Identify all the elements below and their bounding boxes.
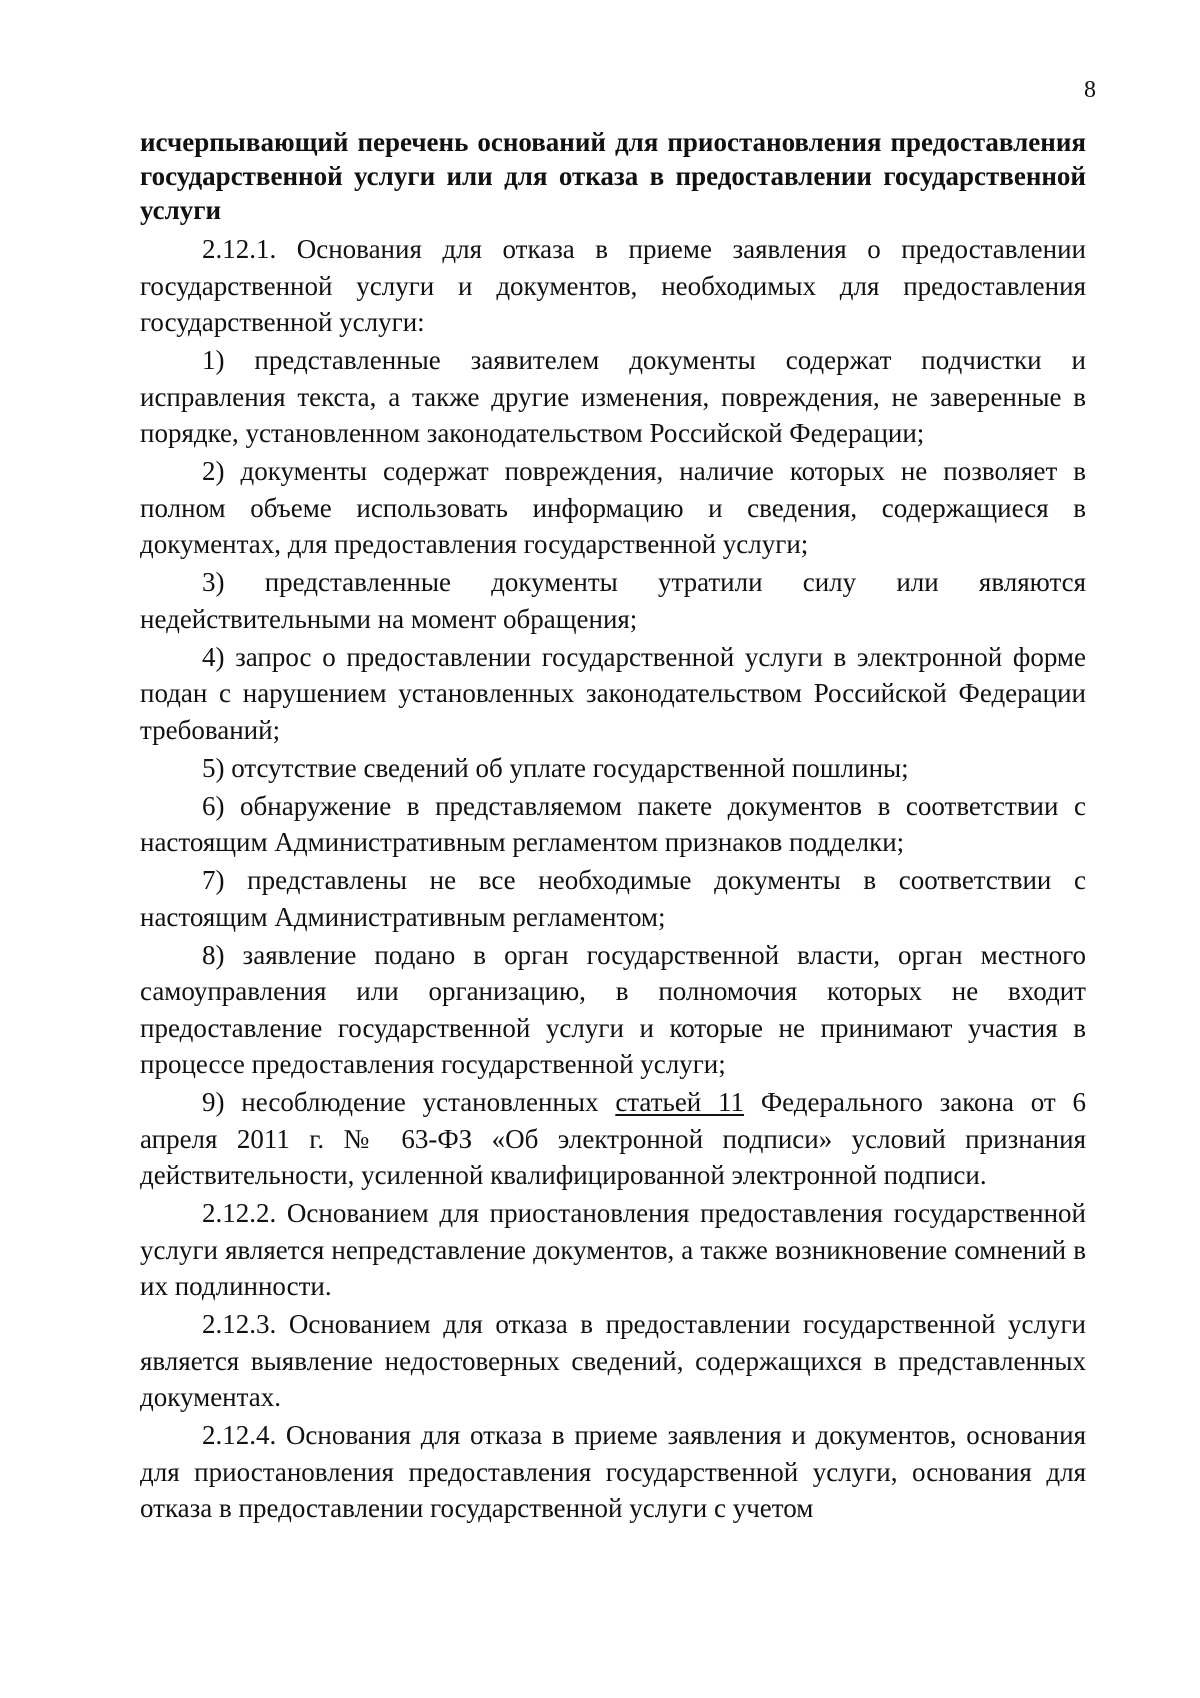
- list-item-9-text-end: Федерального закона от 6 апреля 2011 г. № 63-ФЗ «Об электронной подписи» условий признания действительности, усиленной квалифицированной электронной подписи.: [140, 1087, 1086, 1190]
- list-item-7: 7) представлены не все необходимые документы в соответствии с настоящим Административным регламентом;: [140, 865, 1086, 932]
- paragraph-2-12-2: 2.12.2. Основанием для приостановления предоставления государственной услуги является непредставление документов, а также возникновение сомнений в их подлинности.: [140, 1198, 1086, 1301]
- page-number: 8: [1084, 77, 1096, 103]
- paragraph-2-12-4: 2.12.4. Основания для отказа в приеме заявления и документов, основания для приостановления предоставления государственной услуги, основания для отказа в предоставлении государственной услуги с учетом: [140, 1420, 1086, 1523]
- list-item-8: 8) заявление подано в орган государственной власти, орган местного самоуправления или организацию, в полномочия которых не входит предоставление государственной услуги и которые не принимают участия в процессе предоставления государственной услуги;: [140, 939, 1086, 1079]
- list-item-5: 5) отсутствие сведений об уплате государственной пошлины;: [202, 752, 909, 783]
- document-body: [140, 125, 1086, 1528]
- list-item-9-text-start: 9) несоблюдение установленных: [202, 1087, 616, 1117]
- law-article-link[interactable]: статьей 11: [615, 1087, 745, 1117]
- list-item-3: 3) представленные документы утратили силу или являются недействительными на момент обращения;: [140, 567, 1086, 634]
- section-heading: исчерпывающий перечень оснований для приостановления предоставления государственной услуги или для отказа в предоставлении государственной услуги: [140, 127, 1086, 225]
- list-item-9: [140, 1084, 1086, 1194]
- list-item-2: 2) документы содержат повреждения, наличие которых не позволяет в полном объеме использовать информацию и сведения, содержащиеся в документах, для предоставления государственной услуги;: [140, 456, 1086, 559]
- list-item-6: 6) обнаружение в представляемом пакете документов в соответствии с настоящим Административным регламентом признаков подделки;: [140, 790, 1086, 857]
- list-item-1: 1) представленные заявителем документы содержат подчистки и исправления текста, а также другие изменения, повреждения, не заверенные в порядке, установленном законодательством Российской Федерации;: [140, 345, 1086, 448]
- paragraph-2-12-3: 2.12.3. Основанием для отказа в предоставлении государственной услуги является выявление недостоверных сведений, содержащихся в представленных документах.: [140, 1309, 1086, 1412]
- paragraph-2-12-1: 2.12.1. Основания для отказа в приеме заявления о предоставлении государственной услуги и документов, необходимых для предоставления государственной услуги:: [140, 234, 1086, 337]
- list-item-4: 4) запрос о предоставлении государственной услуги в электронной форме подан с нарушением установленных законодательством Российской Федерации требований;: [140, 641, 1086, 745]
